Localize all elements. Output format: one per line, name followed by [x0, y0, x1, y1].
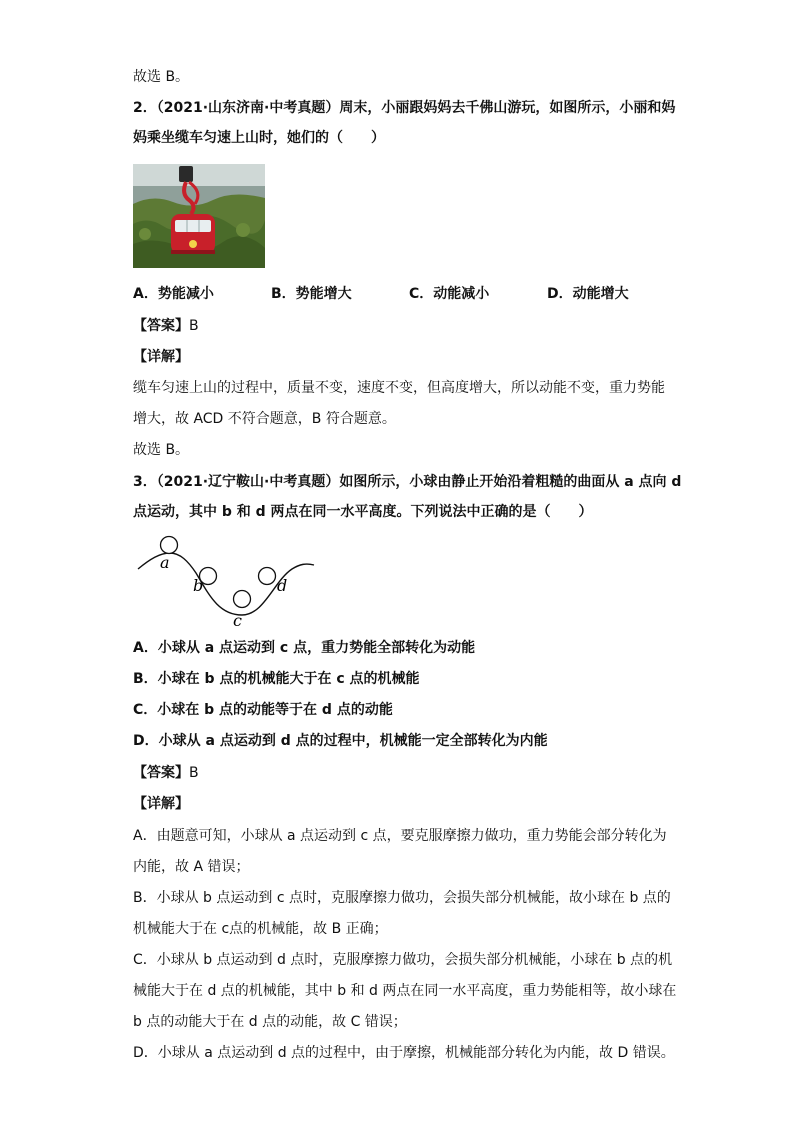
q2-option-a: A．势能减小 — [133, 286, 214, 302]
q3-option-b: B．小球在 b 点的机械能大于在 c 点的机械能 — [133, 671, 420, 687]
q2-stem-line2: 妈乘坐缆车匀速上山时，她们的（ ） — [133, 130, 385, 146]
q3-option-d: D．小球从 a 点运动到 d 点的过程中，机械能一定全部转化为内能 — [133, 733, 548, 749]
q2-option-c: C．动能减小 — [409, 286, 490, 302]
text-line: 械能大于在 d 点的机械能，其中 b 和 d 两点在同一水平高度，重力势能相等，故小球在 — [133, 983, 677, 999]
label-d: d — [277, 576, 288, 595]
q2-answer — [133, 316, 199, 336]
q2-stem-line1: 2．（2021·山东济南·中考真题）周末，小丽跟妈妈去千佛山游玩，如图所示，小丽和妈 — [133, 100, 676, 116]
text-line: 增大，故 ACD 不符合题意，B 符合题意。 — [133, 411, 396, 427]
answer-value: B — [189, 318, 199, 334]
answer-tag: 【答案】 — [133, 318, 189, 334]
ball-c — [234, 591, 251, 608]
text-line: A．由题意可知，小球从 a 点运动到 c 点，要克服摩擦力做功，重力势能会部分转化为 — [133, 828, 667, 844]
ball-a — [161, 537, 178, 554]
text-line: C．小球从 b 点运动到 d 点时，克服摩擦力做功，会损失部分机械能，小球在 b 点的机 — [133, 952, 673, 968]
q2-option-b: B．势能增大 — [271, 286, 352, 302]
q2-option-d: D．动能增大 — [547, 286, 629, 302]
q3-option-c: C．小球在 b 点的动能等于在 d 点的动能 — [133, 702, 393, 718]
text-line: 故选 B。 — [133, 69, 190, 85]
label-b: b — [193, 576, 204, 595]
q3-stem-line2: 点运动，其中 b 和 d 两点在同一水平高度。下列说法中正确的是（ ） — [133, 504, 593, 520]
label-a: a — [160, 553, 170, 572]
q2-detail-tag: 【详解】 — [133, 349, 189, 365]
q3-answer — [133, 763, 199, 783]
text-line: 故选 B。 — [133, 442, 190, 458]
text-line: B．小球从 b 点运动到 c 点时，克服摩擦力做功，会损失部分机械能，故小球在 b 点的 — [133, 890, 671, 906]
text-line: 缆车匀速上山的过程中，质量不变，速度不变，但高度增大，所以动能不变，重力势能 — [133, 380, 665, 396]
ball-track-diagram — [136, 533, 316, 629]
q3-detail-tag: 【详解】 — [133, 796, 189, 812]
text-line: 内能，故 A 错误； — [133, 859, 250, 875]
text-line: b 点的动能大于在 d 点的动能，故 C 错误； — [133, 1014, 407, 1030]
answer-tag: 【答案】 — [133, 765, 189, 781]
cable-car-photo — [133, 164, 265, 268]
label-c: c — [233, 611, 242, 629]
ball-d — [259, 568, 276, 585]
answer-value: B — [189, 765, 199, 781]
q3-option-a: A．小球从 a 点运动到 c 点，重力势能全部转化为动能 — [133, 640, 476, 656]
text-line: D．小球从 a 点运动到 d 点的过程中，由于摩擦，机械能部分转化为内能，故 D 错误。 — [133, 1045, 675, 1061]
text-line: 机械能大于在 c点的机械能，故 B 正确； — [133, 921, 388, 937]
q3-stem-line1: 3．（2021·辽宁鞍山·中考真题）如图所示，小球由静止开始沿着粗糙的曲面从 a 点向 d — [133, 474, 682, 490]
